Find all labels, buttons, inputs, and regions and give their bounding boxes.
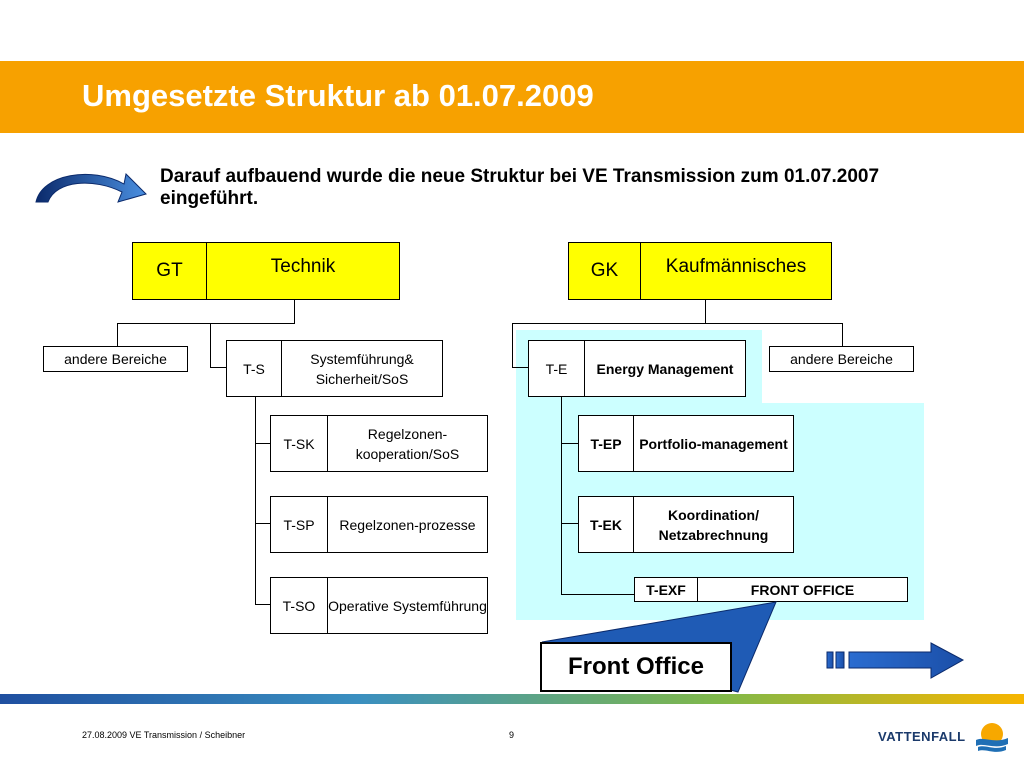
te-name-box: Energy Management: [584, 340, 746, 397]
footer-band: [0, 694, 1024, 704]
curved-arrow-icon: [32, 168, 150, 206]
front-office-callout: Front Office: [540, 642, 732, 692]
tek-code-box: T-EK: [578, 496, 634, 553]
gk-name-box: Kaufmännisches: [640, 242, 832, 300]
intro-text: Darauf aufbauend wurde die neue Struktur bei VE Transmission zum 01.07.2007 eingeführt.: [160, 166, 880, 209]
tsp-code-box: T-SP: [270, 496, 328, 553]
slide-title: Umgesetzte Struktur ab 01.07.2009: [82, 78, 594, 113]
vattenfall-wordmark: VATTENFALL: [878, 729, 966, 744]
texf-name-box: FRONT OFFICE: [697, 577, 908, 602]
tep-code-box: T-EP: [578, 415, 634, 472]
tsk-name-box: Regelzonen-kooperation/SoS: [327, 415, 488, 472]
tsp-name-box: Regelzonen-prozesse: [327, 496, 488, 553]
ts-code-box: T-S: [226, 340, 282, 397]
texf-code-box: T-EXF: [634, 577, 698, 602]
kaufm-other-box: andere Bereiche: [769, 346, 914, 372]
ts-name-box: Systemführung& Sicherheit/SoS: [281, 340, 443, 397]
tep-name-box: Portfolio-management: [633, 415, 794, 472]
te-code-box: T-E: [528, 340, 585, 397]
tso-name-box: Operative Systemführung: [327, 577, 488, 634]
tek-name-box: Koordination/ Netzabrechnung: [633, 496, 794, 553]
forward-arrow-icon: [825, 640, 967, 682]
technik-other-box: andere Bereiche: [43, 346, 188, 372]
gt-name-box: Technik: [206, 242, 400, 300]
footer-left: 27.08.2009 VE Transmission / Scheibner: [82, 730, 246, 740]
vattenfall-logo-icon: [972, 716, 1012, 756]
page-number: 9: [509, 730, 515, 740]
gt-code-box: GT: [132, 242, 207, 300]
gk-code-box: GK: [568, 242, 641, 300]
tsk-code-box: T-SK: [270, 415, 328, 472]
tso-code-box: T-SO: [270, 577, 328, 634]
